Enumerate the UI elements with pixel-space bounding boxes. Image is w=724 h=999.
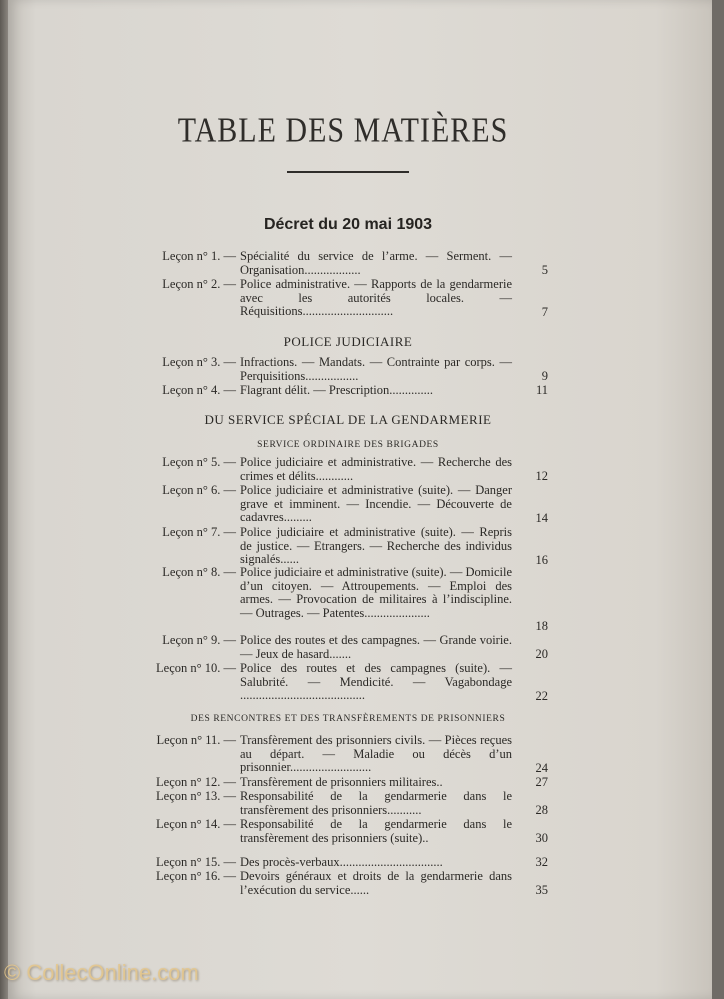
toc-entry-16 (136, 870, 548, 898)
entry-page: 12 (535, 469, 548, 484)
toc-entry-9 (136, 634, 548, 662)
entry-text: Infractions. — Mandats. — Contrainte par corps. — Perquisitions................. (240, 355, 512, 383)
entry-page: 28 (535, 803, 548, 818)
entry-text: Transfèrement de prisonniers militaires.. (240, 775, 443, 789)
entry-page: 5 (541, 263, 548, 278)
decree-heading: Décret du 20 mai 1903 (263, 216, 433, 233)
entry-label: Leçon n° 6. — (162, 483, 236, 497)
entry-label: Leçon n° 12. — (156, 775, 236, 789)
subsection-service-ordinaire: SERVICE ORDINAIRE DES BRIGADES (257, 440, 439, 450)
entry-text: Des procès-verbaux................................. (240, 855, 443, 869)
entry-text: Flagrant délit. — Prescription.............. (240, 383, 434, 397)
entry-page: 7 (541, 305, 548, 320)
entry-page: 32 (535, 855, 548, 870)
entry-label: Leçon n° 13. — (156, 789, 236, 803)
toc-entry-5 (136, 456, 548, 484)
toc-entry-14 (136, 818, 548, 846)
entry-page: 35 (535, 883, 548, 898)
entry-text: Police judiciaire et administrative (suite). — Repris de justice. — Etrangers. — Recherche des individus signalés...... (240, 525, 512, 567)
page-title: TABLE DES MATIÈRES (177, 111, 509, 150)
entry-page: 9 (541, 369, 548, 384)
entry-page: 14 (535, 511, 548, 526)
toc-entry-11 (136, 734, 548, 776)
entry-text: Transfèrement des prisonniers civils. — Pièces reçues au départ. — Maladie ou décès d’un prisonnier.......................... (240, 733, 512, 775)
subsection-rencontres: DES RENCONTRES ET DES TRANSFÈREMENTS DE PRISONNIERS (190, 714, 506, 724)
entry-label: Leçon n° 2. — (162, 277, 236, 291)
entry-text: Police judiciaire et administrative. — Recherche des crimes et délits............ (240, 455, 512, 483)
section-service-special: DU SERVICE SPÉCIAL DE LA GENDARMERIE (204, 412, 492, 427)
title-rule (287, 171, 409, 173)
toc-entry-15 (136, 856, 548, 870)
entry-page: 20 (535, 647, 548, 662)
toc-entry-6 (136, 484, 548, 526)
entry-text: Police des routes et des campagnes. — Grande voirie. — Jeux de hasard....... (240, 633, 512, 661)
toc-entry-1 (136, 250, 548, 278)
section-police-judiciaire: POLICE JUDICIAIRE (283, 334, 413, 349)
entry-page: 24 (535, 761, 548, 776)
entry-label: Leçon n° 5. — (162, 455, 236, 469)
toc-entry-4 (136, 384, 548, 398)
entry-text: Devoirs généraux et droits de la gendarmerie dans l’exécution du service...... (240, 869, 512, 897)
entry-page: 27 (535, 775, 548, 790)
toc-entry-12 (136, 776, 548, 790)
entry-page: 30 (535, 831, 548, 846)
entry-label: Leçon n° 9. — (162, 633, 236, 647)
entry-label: Leçon n° 16. — (156, 869, 236, 883)
entry-page: 11 (535, 383, 548, 398)
entry-label: Leçon n° 1. — (162, 249, 236, 263)
entry-text: Police judiciaire et administrative (suite). — Danger grave et imminent. — Incendie. — Découverte de cadavres......... (240, 483, 512, 525)
toc-entry-2 (136, 278, 548, 320)
entry-text: Police des routes et des campagnes (suite). — Salubrité. — Mendicité. — Vagabondage ........................................ (240, 661, 512, 703)
toc-entry-10 (136, 662, 548, 704)
entry-page: 22 (535, 689, 548, 704)
watermark: © CollecOnline.com (4, 960, 199, 985)
entry-text: Responsabilité de la gendarmerie dans le transfèrement des prisonniers (suite).. (240, 817, 512, 845)
entry-text: Spécialité du service de l’arme. — Serment. — Organisation.................. (240, 249, 512, 277)
entry-label: Leçon n° 11. — (156, 733, 236, 747)
entry-page: 16 (535, 553, 548, 568)
entry-label: Leçon n° 14. — (156, 817, 236, 831)
entry-page: 18 (535, 619, 548, 634)
entry-label: Leçon n° 15. — (156, 855, 236, 869)
entry-label: Leçon n° 10. — (156, 661, 236, 675)
entry-text: Police judiciaire et administrative (suite). — Domicile d’un citoyen. — Attroupements. — Emploi des armes. — Provocation de militaires à l’indiscipline. — Outrages. — Patentes..................... (240, 565, 512, 620)
entry-label: Leçon n° 7. — (162, 525, 236, 539)
entry-label: Leçon n° 8. — (162, 565, 236, 579)
entry-text: Responsabilité de la gendarmerie dans le transfèrement des prisonniers........... (240, 789, 512, 817)
toc-entry-13 (136, 790, 548, 818)
toc-entry-8 (136, 566, 548, 634)
book-page (8, 0, 712, 999)
book-spine (0, 0, 8, 999)
entry-label: Leçon n° 3. — (162, 355, 236, 369)
toc-entry-7 (136, 526, 548, 568)
toc-entry-3 (136, 356, 548, 384)
entry-text: Police administrative. — Rapports de la gendarmerie avec les autorités locales. — Réquisitions............................. (240, 277, 512, 319)
entry-label: Leçon n° 4. — (162, 383, 236, 397)
